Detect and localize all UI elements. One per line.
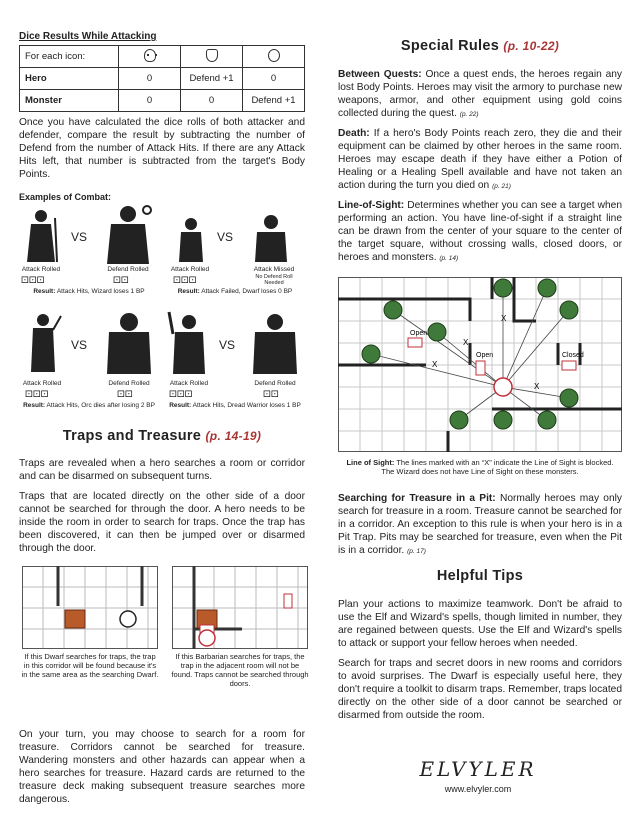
table-cell: 0 xyxy=(119,68,181,90)
trap-caption-left: If this Dwarf searches for traps, the trap in this corridor will be found because it's in the same area as the searching Dwarf. xyxy=(21,652,159,679)
trap-caption-right: If this Barbarian searches for traps, the trap in the adjacent room will not be found. Traps cannot be searched through doors. xyxy=(171,652,309,688)
dread-warrior-figure xyxy=(249,310,301,376)
between-quests-text: Between Quests: Once a quest ends, the heroes regain any lost Body Points. Heroes may visit the armory to purchase new weapons, armor, and other equipment using gold coins collected during the quest. (p. 22) xyxy=(338,69,622,119)
examples-title: Examples of Combat: xyxy=(19,192,112,202)
monster-token xyxy=(450,411,468,429)
tips-para-2: Search for traps and secret doors in new rooms and corridors to avoid surprises. The Dwarf is especially useful here, they don't require a toolkit to disarm traps. Remember, traps located directly on the other side of a door cannot be searched or disarmed from outside the room. xyxy=(338,658,622,721)
monster-token xyxy=(494,411,512,429)
trap-tile xyxy=(65,610,85,628)
special-rules-title: Special Rules (p. 10-22) xyxy=(400,38,560,54)
attack-label: Attack Rolled xyxy=(169,380,209,387)
elvyler-logo: ELVYLER xyxy=(419,757,537,781)
dice-row: ⚀⚀⚀ xyxy=(169,389,193,399)
trap-grid-room xyxy=(172,566,308,649)
hero-shield-icon xyxy=(206,49,218,62)
intro-text: Once you have calculated the dice rolls of both attacker and defender, compare the result by subtracting the number of Defend from the number of Attack Hits. If there are any Attack Hits left, that number is subtracted from the target's Body Points. xyxy=(19,117,305,180)
door-icon xyxy=(284,594,292,608)
dice-row: ⚀⚀ xyxy=(263,389,279,399)
door-icon xyxy=(408,338,422,347)
dice-row: ⚀⚀⚀ xyxy=(25,389,49,399)
blocked-x: X xyxy=(463,338,469,347)
table-row xyxy=(20,46,305,68)
table-cell: Defend +1 xyxy=(181,68,243,90)
attack-label: Attack Rolled xyxy=(22,380,62,387)
table-cell: 0 xyxy=(243,68,305,90)
monster-token xyxy=(560,389,578,407)
barbarian-token xyxy=(199,630,215,646)
wizard-token xyxy=(494,378,512,396)
table-cell: 0 xyxy=(119,90,181,112)
row-label: Hero xyxy=(20,68,119,90)
result-text: Result: Attack Hits, Dread Warrior loses 1 BP xyxy=(169,402,301,409)
dice-results-title: Dice Results While Attacking xyxy=(19,31,157,42)
monster-token xyxy=(428,323,446,341)
blocked-x: X xyxy=(534,382,540,391)
vs-label: VS xyxy=(217,230,234,244)
blocked-x: X xyxy=(432,360,438,369)
result-text: Result: Attack Hits, Wizard loses 1 BP xyxy=(33,288,145,295)
table-row xyxy=(20,90,305,112)
defend-label: Defend Rolled xyxy=(254,380,296,387)
combat-example xyxy=(165,310,305,414)
helpful-tips-title: Helpful Tips xyxy=(436,568,524,584)
result-text: Result: Attack Failed, Dwarf loses 0 BP xyxy=(177,288,293,295)
open-label: Open xyxy=(476,352,494,359)
attack-label: Attack Rolled xyxy=(21,266,61,273)
footer-url[interactable]: www.elvyler.com xyxy=(444,784,512,794)
dwarf-figure xyxy=(251,212,291,264)
combat-examples xyxy=(19,204,305,414)
monster-token xyxy=(560,301,578,319)
table-cell: 0 xyxy=(181,90,243,112)
dwarf-token xyxy=(120,611,136,627)
elf-figure xyxy=(23,310,63,374)
traps-para-3: On your turn, you may choose to search for a room for treasure. Corridors cannot be searched for treasure. Wandering monsters and other hazards can appear when a hero searches for treasure. Hazard cards are returned to the treasure deck making subsequent treasure searches more dangerous. xyxy=(19,729,305,805)
monster-token xyxy=(362,345,380,363)
closed-label: Closed xyxy=(562,352,584,359)
blocked-x: X xyxy=(501,314,507,323)
monster-token xyxy=(384,301,402,319)
dice-row: ⚀⚀⚀ xyxy=(173,275,197,285)
monster-token xyxy=(538,411,556,429)
dice-row: ⚀⚀ xyxy=(117,389,133,399)
table-cell: Defend +1 xyxy=(243,90,305,112)
trap-grid-corridor xyxy=(22,566,158,649)
door-icon xyxy=(476,361,485,375)
pit-treasure-text: Searching for Treasure in a Pit: Normally heroes may only search for treasure in a room. Treasure cannot be searched for in a corridor. An exception to this rule is when your hero is in a Pit Trap. Pits may be searched for treasure, even when the Pit is in a corridor. (p. 17) xyxy=(338,493,622,556)
defend-label: Defend Rolled xyxy=(108,380,150,387)
table-row xyxy=(20,68,305,90)
dice-row: ⚀⚀⚀ xyxy=(21,275,45,285)
vs-label: VS xyxy=(71,338,88,352)
row-label: Monster xyxy=(20,90,119,112)
goblin-figure xyxy=(173,214,209,264)
monster-figure xyxy=(103,204,153,266)
table-header-label: For each icon: xyxy=(20,46,119,68)
defend-label: Defend Rolled xyxy=(107,266,149,273)
traps-para-1: Traps are revealed when a hero searches a room or corridor and can be disarmed on subsequent turns. xyxy=(19,458,305,482)
monster-token xyxy=(494,279,512,297)
attack-label: Attack Rolled xyxy=(170,266,210,273)
dice-row: ⚀⚀ xyxy=(113,275,129,285)
result-text: Result: Attack Hits, Orc dies after losing 2 BP xyxy=(23,402,155,409)
vs-label: VS xyxy=(71,230,88,244)
combat-example xyxy=(165,204,305,304)
door-icon xyxy=(562,361,576,370)
line-of-sight-text: Line-of-Sight: Determines whether you can see a target when performing an action. You have line-of-sight if a straight line can be drawn from the center of your square to the center of the target square, without crossing walls, closed doors, or heroes and monsters. (p. 14) xyxy=(338,200,622,263)
line-of-sight-diagram xyxy=(338,277,622,452)
combat-example xyxy=(19,204,159,304)
defend-note: No Defend Roll Needed xyxy=(255,274,293,286)
skull-icon xyxy=(144,49,156,62)
wizard-figure xyxy=(21,206,61,264)
dice-results-table xyxy=(19,45,305,112)
traps-para-2: Traps that are located directly on the other side of a door cannot be searched for through the door. A hero needs to be inside the room in order to search for traps. Once the trap has been discovered, it can then be jumped over or disarmed through the door. xyxy=(19,491,305,554)
death-text: Death: If a hero's Body Points reach zero, they die and their equipment can be claimed by other heroes in the same room. Heroes may escape death if they have either a Potion of Healing or a Healing Spell available and have not taken an action during the turn you died on (p. 21) xyxy=(338,128,622,191)
orc-figure xyxy=(103,310,155,376)
open-label: Open xyxy=(410,330,428,337)
combat-example xyxy=(19,310,159,414)
tips-para-1: Plan your actions to maximize teamwork. Don't be afraid to use the Elf and Wizard's spells, though limited in number, they are regained between quests. Use the Elf and Wizard's spells to attack or support your fellow heroes when needed. xyxy=(338,599,622,649)
monster-shield-icon xyxy=(268,49,280,62)
line-of-sight-caption: Line of Sight: The lines marked with an “X” indicate the Line of Sight is blocked. The Wizard does not have Line of Sight on these monsters. xyxy=(346,458,614,476)
monster-token xyxy=(538,279,556,297)
traps-title: Traps and Treasure (p. 14-19) xyxy=(62,428,262,444)
barbarian-figure xyxy=(167,310,211,376)
vs-label: VS xyxy=(219,338,236,352)
defend-label: Attack Missed xyxy=(253,266,295,273)
